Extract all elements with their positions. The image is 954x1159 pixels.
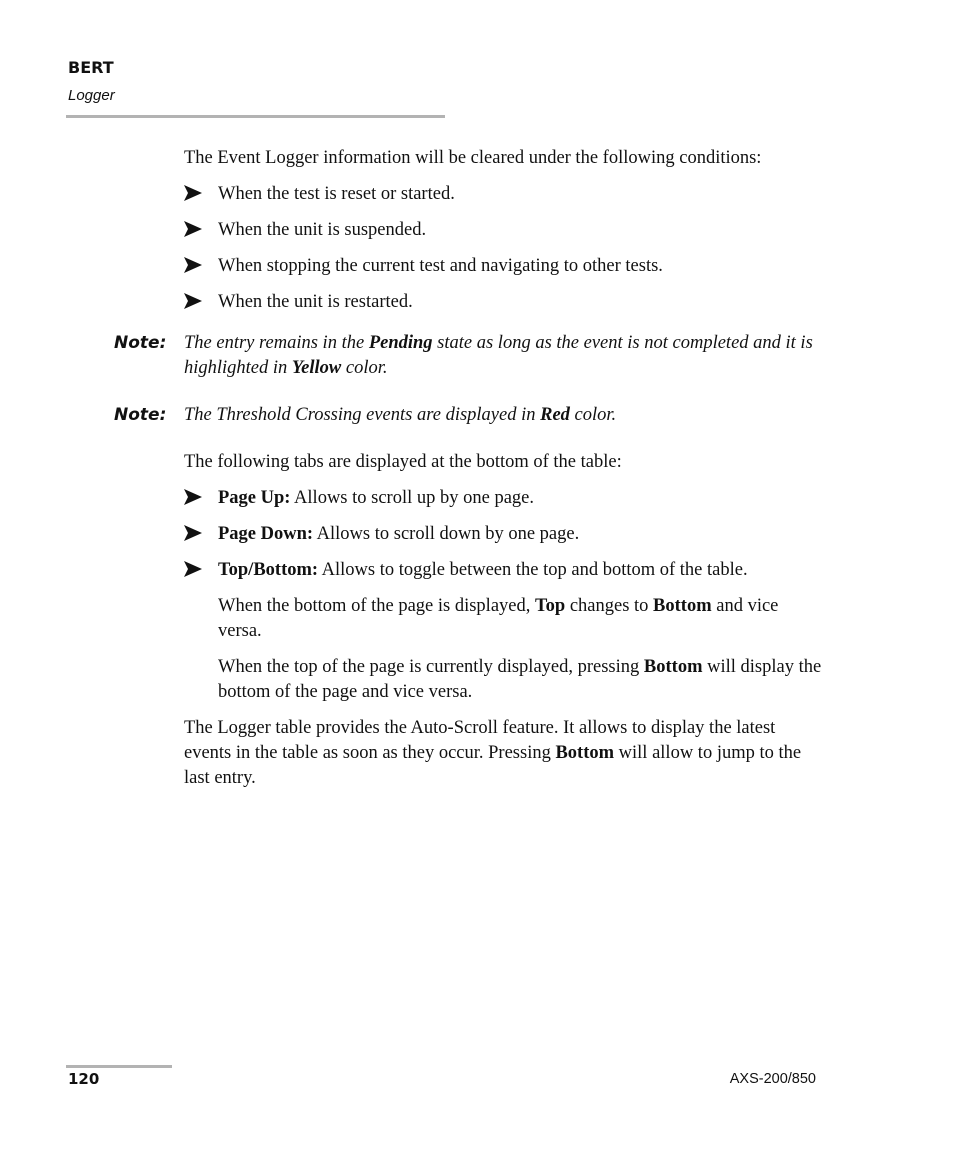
list-item-text: When the unit is restarted. xyxy=(218,292,413,312)
paragraph-text: will allow to jump to the last entry. xyxy=(184,743,802,788)
arrowhead-bullet-icon xyxy=(184,561,202,577)
note-text: color. xyxy=(569,405,617,425)
header-rule xyxy=(66,115,445,118)
arrowhead-bullet-icon xyxy=(184,221,202,237)
page-number: 120 xyxy=(68,1070,100,1088)
document-id: AXS-200/850 xyxy=(729,1071,816,1087)
list-item xyxy=(184,290,824,315)
arrowhead-bullet-icon xyxy=(184,293,202,309)
list-item xyxy=(184,558,824,583)
note-text: The entry remains in the xyxy=(184,333,369,353)
list-item xyxy=(184,182,824,207)
paragraph-text: When the bottom of the page is displayed, xyxy=(218,596,535,616)
paragraph-text: When the top of the page is currently displayed, pressing xyxy=(218,657,644,677)
note-text: color. xyxy=(341,358,388,378)
topbottom-paragraph-2 xyxy=(184,655,824,705)
list-item-text: When stopping the current test and navigating to other tests. xyxy=(218,256,663,276)
list-item xyxy=(184,254,824,279)
list-item xyxy=(184,486,824,511)
note-bold: Yellow xyxy=(291,358,342,378)
arrowhead-bullet-icon xyxy=(184,185,202,201)
paragraph-bold: Top xyxy=(535,596,566,616)
paragraph-text: and vice versa. xyxy=(218,596,779,641)
paragraph-bold: Bottom xyxy=(555,743,615,763)
arrowhead-bullet-icon xyxy=(184,489,202,505)
paragraph-bold: Bottom xyxy=(643,657,703,677)
note-label: Note: xyxy=(114,333,167,353)
paragraph-bold: Bottom xyxy=(653,596,712,616)
arrowhead-bullet-icon xyxy=(184,525,202,541)
note-text: The Threshold Crossing events are displayed in xyxy=(184,405,541,425)
arrowhead-bullet-icon xyxy=(184,257,202,273)
tab-name: Page Down: xyxy=(218,524,314,544)
note-bold: Red xyxy=(540,405,570,425)
paragraph-text: changes to xyxy=(565,596,654,616)
note-threshold xyxy=(114,403,824,428)
note-pending xyxy=(114,331,824,381)
intro-paragraph: The Event Logger information will be cleared under the following conditions: xyxy=(184,148,762,168)
page-header-subsection: Logger xyxy=(68,87,115,104)
footer-rule xyxy=(66,1065,172,1068)
note-text: state as long as the event is not completed and it is highlighted in xyxy=(184,333,813,378)
autoscroll-paragraph xyxy=(184,716,824,791)
tab-desc: Allows to scroll down by one page. xyxy=(313,524,580,544)
page-header-section: BERT xyxy=(68,58,114,77)
paragraph-text: The Logger table provides the Auto-Scroll feature. It allows to display the latest events in the table as soon as they occur. Pressing xyxy=(184,718,776,763)
note-label: Note: xyxy=(114,405,167,425)
tabs-intro-paragraph: The following tabs are displayed at the bottom of the table: xyxy=(184,452,622,472)
paragraph-text: will display the bottom of the page and vice versa. xyxy=(218,657,822,702)
list-item xyxy=(184,522,824,547)
tab-desc: Allows to scroll up by one page. xyxy=(290,488,535,508)
tab-desc: Allows to toggle between the top and bottom of the table. xyxy=(318,560,748,580)
page-content xyxy=(114,146,824,791)
list-item xyxy=(184,218,824,243)
list-item-text: When the test is reset or started. xyxy=(218,184,455,204)
tab-name: Page Up: xyxy=(218,488,291,508)
list-item-text: When the unit is suspended. xyxy=(218,220,427,240)
topbottom-paragraph-1 xyxy=(184,594,824,644)
tab-name: Top/Bottom: xyxy=(218,560,319,580)
note-bold: Pending xyxy=(368,333,433,353)
